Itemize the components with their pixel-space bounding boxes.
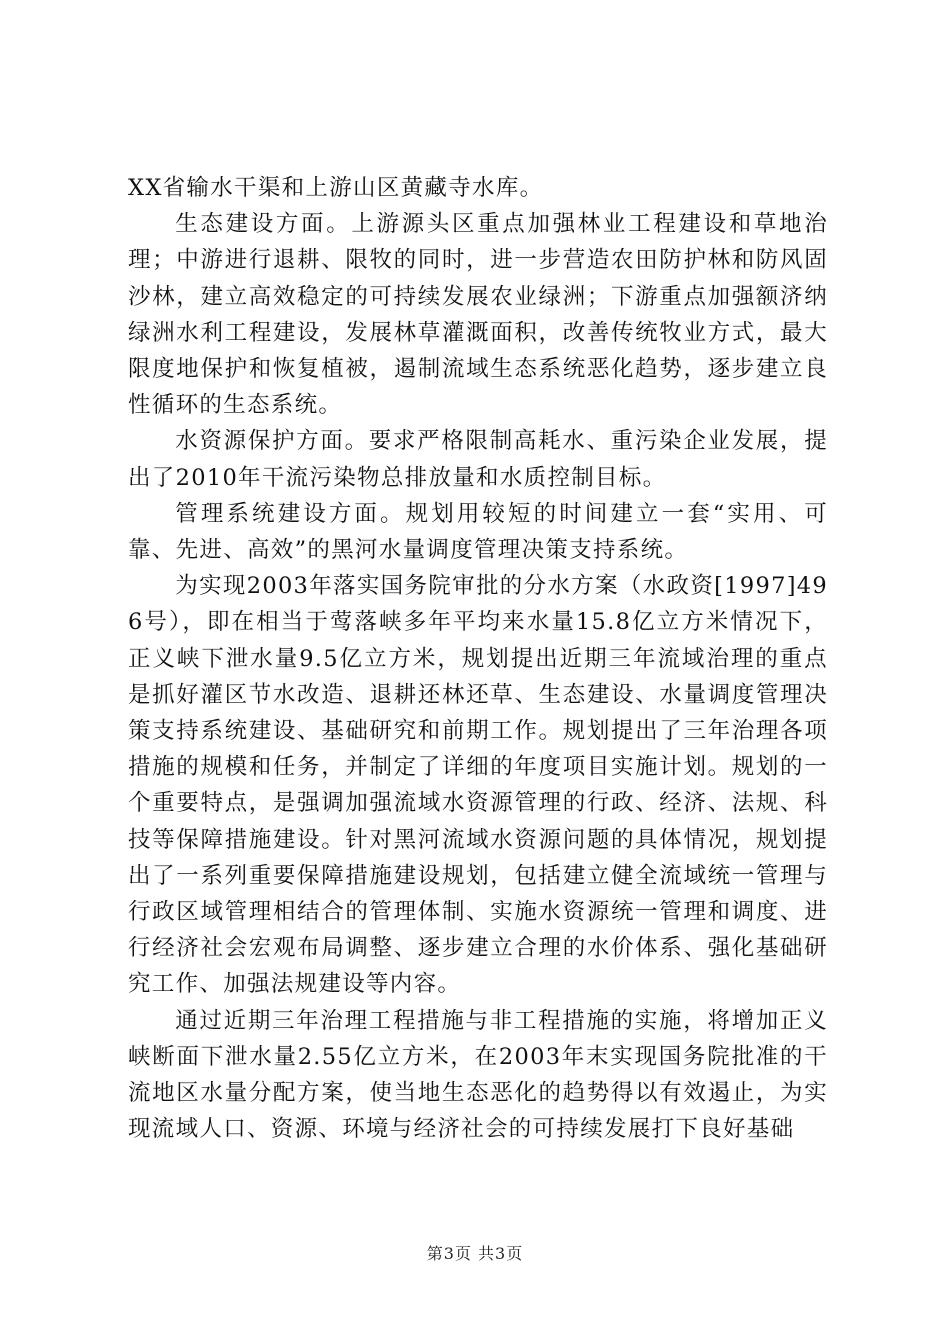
page-footer: 第3页 共3页: [426, 1244, 524, 1263]
paragraph-management-system: 管理系统建设方面。规划用较短的时间建立一套“实用、可靠、先进、高效”的黑河水量调度管理决策支持系统。: [128, 500, 828, 564]
paragraph-water-resource-protection: 水资源保护方面。要求严格限制高耗水、重污染企业发展，提出了2010年干流污染物总排放量和水质控制目标。: [128, 428, 828, 491]
document-body: [128, 170, 828, 1147]
paragraph-water-allocation-plan: 为实现2003年落实国务院审批的分水方案（水政资[1997]496号），即在相当于莺落峡多年平均来水量15.8亿立方米情况下，正义峡下泄水量9.5亿立方米，规划提出近期三年流域治理的重点是抓好灌区节水改造、退耕还林还草、生态建设、水量调度管理决策支持系统建设、基础研究和前期工作。规划提出了三年治理各项措施的规模和任务，并制定了详细的年度项目实施计划。规划的一个重要特点，是强调加强流域水资源管理的行政、经济、法规、科技等保障措施建设。针对黑河流域水资源问题的具体情况，规划提出了一系列重要保障措施建设规划，包括建立健全流域统一管理与行政区域管理相结合的管理体制、实施水资源统一管理和调度、进行经济社会宏观布局调整、逐步建立合理的水价体系、强化基础研究工作、加强法规建设等内容。: [128, 573, 828, 998]
paragraph-continuation: XX省输水干渠和上游山区黄藏寺水库。: [128, 175, 544, 201]
paragraph-conclusion: 通过近期三年治理工程措施与非工程措施的实施，将增加正义峡断面下泄水量2.55亿立方米，在2003年末实现国务院批准的干流地区水量分配方案，使当地生态恶化的趋势得以有效遏止，为实现流域人口、资源、环境与经济社会的可持续发展打下良好基础: [128, 1007, 828, 1143]
paragraph-ecological-construction: 生态建设方面。上游源头区重点加强林业工程建设和草地治理；中游进行退耕、限牧的同时，进一步营造农田防护林和防风固沙林，建立高效稳定的可持续发展农业绿洲；下游重点加强额济纳绿洲水利工程建设，发展林草灌溉面积，改善传统牧业方式，最大限度地保护和恢复植被，遏制流域生态系统恶化趋势，逐步建立良性循环的生态系统。: [128, 211, 828, 419]
